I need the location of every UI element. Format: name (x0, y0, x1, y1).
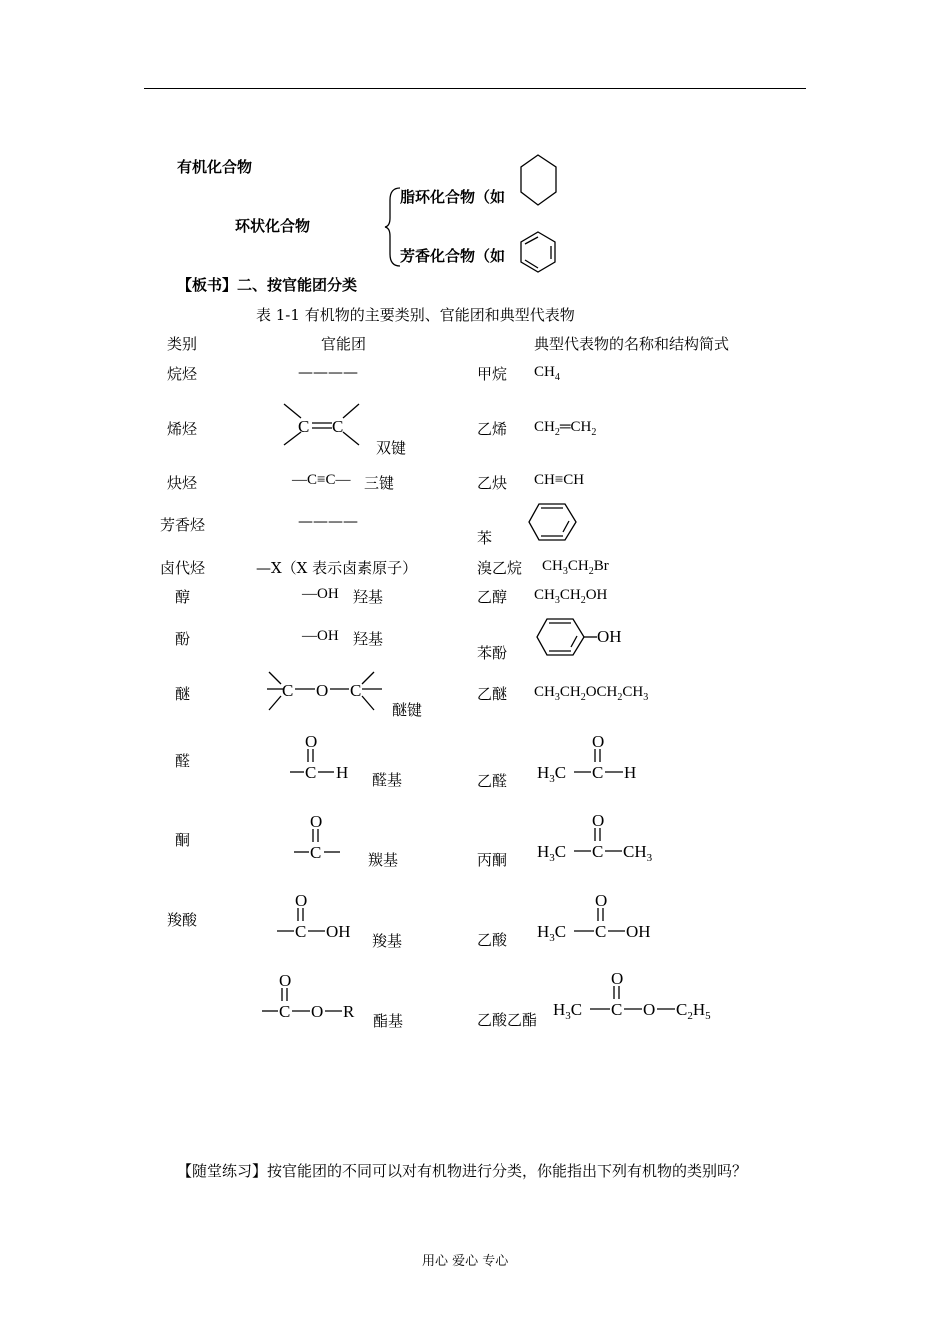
rep-formula-ethanol: $CH_3CH_2OH$ (534, 587, 608, 606)
svg-text:C: C (279, 1002, 291, 1021)
svg-text:C: C (595, 922, 607, 941)
row-rep-name: 甲烷 (477, 365, 508, 383)
row-rep-name: 乙酸 (477, 931, 508, 949)
svg-text:O: O (592, 811, 605, 830)
row-group-name: 三键 (364, 474, 395, 492)
row-rep-formula: CH≡CH (534, 472, 585, 488)
svg-text:OH: OH (626, 922, 651, 941)
row-group: ———— (298, 363, 358, 381)
row-rep-name: 苯酚 (477, 644, 508, 662)
row-group-name: 羰基 (368, 851, 399, 869)
row-group-name: 醛基 (372, 771, 403, 789)
rep-formula-ch4: $CH_4$ (534, 364, 560, 383)
carboxyl-group-structure (275, 891, 365, 943)
benzene-ring-icon (520, 230, 560, 276)
svg-text:H: H (624, 763, 637, 782)
row-category: 酮 (175, 831, 191, 849)
svg-text:O: O (295, 891, 308, 910)
svg-text:C: C (298, 417, 310, 436)
row-category: 羧酸 (167, 911, 198, 929)
svg-text:O: O (310, 812, 323, 831)
row-group-name: 双键 (376, 439, 407, 457)
row-group: —OH (302, 628, 339, 644)
svg-text:H3C: $H_3C$ (537, 763, 567, 785)
cyclic-compound-label: 环状化合物 (235, 217, 311, 235)
row-category: 烷烃 (167, 365, 198, 383)
svg-text:C: C (282, 681, 294, 700)
row-category: 醚 (175, 685, 191, 703)
row-rep-name: 乙烯 (477, 420, 508, 438)
svg-text:C: C (350, 681, 362, 700)
svg-text:O: O (611, 969, 624, 988)
svg-text:C2H5: $C_2H_5$ (676, 1000, 711, 1022)
svg-text:H: H (336, 763, 349, 782)
ketone-group-structure (292, 812, 344, 864)
header-group: 官能团 (321, 335, 367, 353)
row-category: 芳香烃 (160, 516, 206, 534)
svg-text:O: O (316, 681, 329, 700)
ester-group-structure (260, 971, 360, 1023)
svg-text:O: O (305, 732, 318, 751)
table-caption: 表 1-1 有机物的主要类别、官能团和典型代表物 (256, 306, 575, 324)
row-category: 酚 (175, 630, 191, 648)
ether-group-structure (265, 668, 385, 714)
phenol-structure (535, 617, 630, 659)
row-group: —X（X 表示卤素原子） (256, 559, 418, 577)
alicyclic-label: 脂环化合物（如 (400, 188, 506, 206)
benzene-icon (527, 502, 579, 544)
row-group-name: 酯基 (373, 1012, 404, 1030)
alkene-group-structure (282, 402, 362, 448)
svg-text:C: C (305, 763, 317, 782)
row-group-name: 醚键 (392, 701, 423, 719)
exercise-prompt: 【随堂练习】按官能团的不同可以对有机物进行分类，你能指出下列有机物的类别吗？ (177, 1162, 748, 1180)
header-rule (144, 88, 806, 89)
svg-text:R: R (343, 1002, 355, 1021)
ethyl-acetate-structure (553, 969, 723, 1021)
row-group-name: 羟基 (353, 588, 384, 606)
aldehyde-group-structure (288, 732, 358, 784)
row-rep-name: 乙醚 (477, 685, 508, 703)
row-category: 炔烃 (167, 474, 198, 492)
row-group: —C≡C— (292, 472, 351, 488)
svg-text:O: O (311, 1002, 324, 1021)
acetone-structure (537, 811, 662, 863)
svg-text:CH3: $CH_3$ (623, 842, 653, 864)
header-representative: 典型代表物的名称和结构简式 (534, 335, 730, 353)
svg-text:O: O (595, 891, 608, 910)
row-category: 醛 (175, 752, 191, 770)
svg-text:C: C (592, 763, 604, 782)
row-rep-name: 乙酸乙酯 (477, 1011, 538, 1029)
row-rep-name: 乙醛 (477, 772, 508, 790)
header-category: 类别 (167, 335, 198, 353)
svg-text:C: C (332, 417, 344, 436)
svg-text:H3C: $H_3C$ (537, 922, 567, 944)
row-category: 烯烃 (167, 420, 198, 438)
board-note: 【板书】二、按官能团分类 (177, 276, 358, 294)
organic-compound-label: 有机化合物 (177, 158, 253, 176)
svg-text:C: C (310, 843, 322, 862)
rep-formula-bromoethane: $CH_3CH_2Br$ (542, 558, 609, 577)
row-group-name: 羟基 (353, 630, 384, 648)
svg-text:O: O (643, 1000, 656, 1019)
row-rep-name: 乙炔 (477, 474, 508, 492)
svg-text:O: O (592, 732, 605, 751)
acetaldehyde-structure (537, 732, 647, 784)
svg-text:H3C: $H_3C$ (537, 842, 567, 864)
svg-text:OH: OH (326, 922, 351, 941)
row-rep-name: 丙酮 (477, 851, 508, 869)
row-category: 卤代烃 (160, 559, 206, 577)
row-rep-name: 溴乙烷 (477, 559, 523, 577)
svg-text:O: O (279, 971, 292, 990)
svg-text:C: C (592, 842, 604, 861)
acetic-acid-structure (537, 891, 662, 943)
svg-text:C: C (611, 1000, 623, 1019)
aromatic-label: 芳香化合物（如 (400, 247, 506, 265)
row-rep-name: 乙醇 (477, 588, 508, 606)
row-group-name: 羧基 (372, 932, 403, 950)
row-group: —OH (302, 586, 339, 602)
row-group: ———— (298, 512, 358, 530)
svg-text:OH: OH (597, 627, 622, 646)
page-footer: 用心 爱心 专心 (422, 1254, 509, 1269)
rep-formula-ethylene: $CH_2═CH_2$ (534, 419, 597, 438)
rep-formula-ether: $CH_3CH_2OCH_2CH_3$ (534, 684, 649, 703)
svg-text:C: C (295, 922, 307, 941)
cyclohexane-icon (520, 154, 560, 208)
row-category: 醇 (175, 588, 191, 606)
svg-text:H3C: $H_3C$ (553, 1000, 583, 1022)
row-rep-name: 苯 (477, 529, 493, 547)
